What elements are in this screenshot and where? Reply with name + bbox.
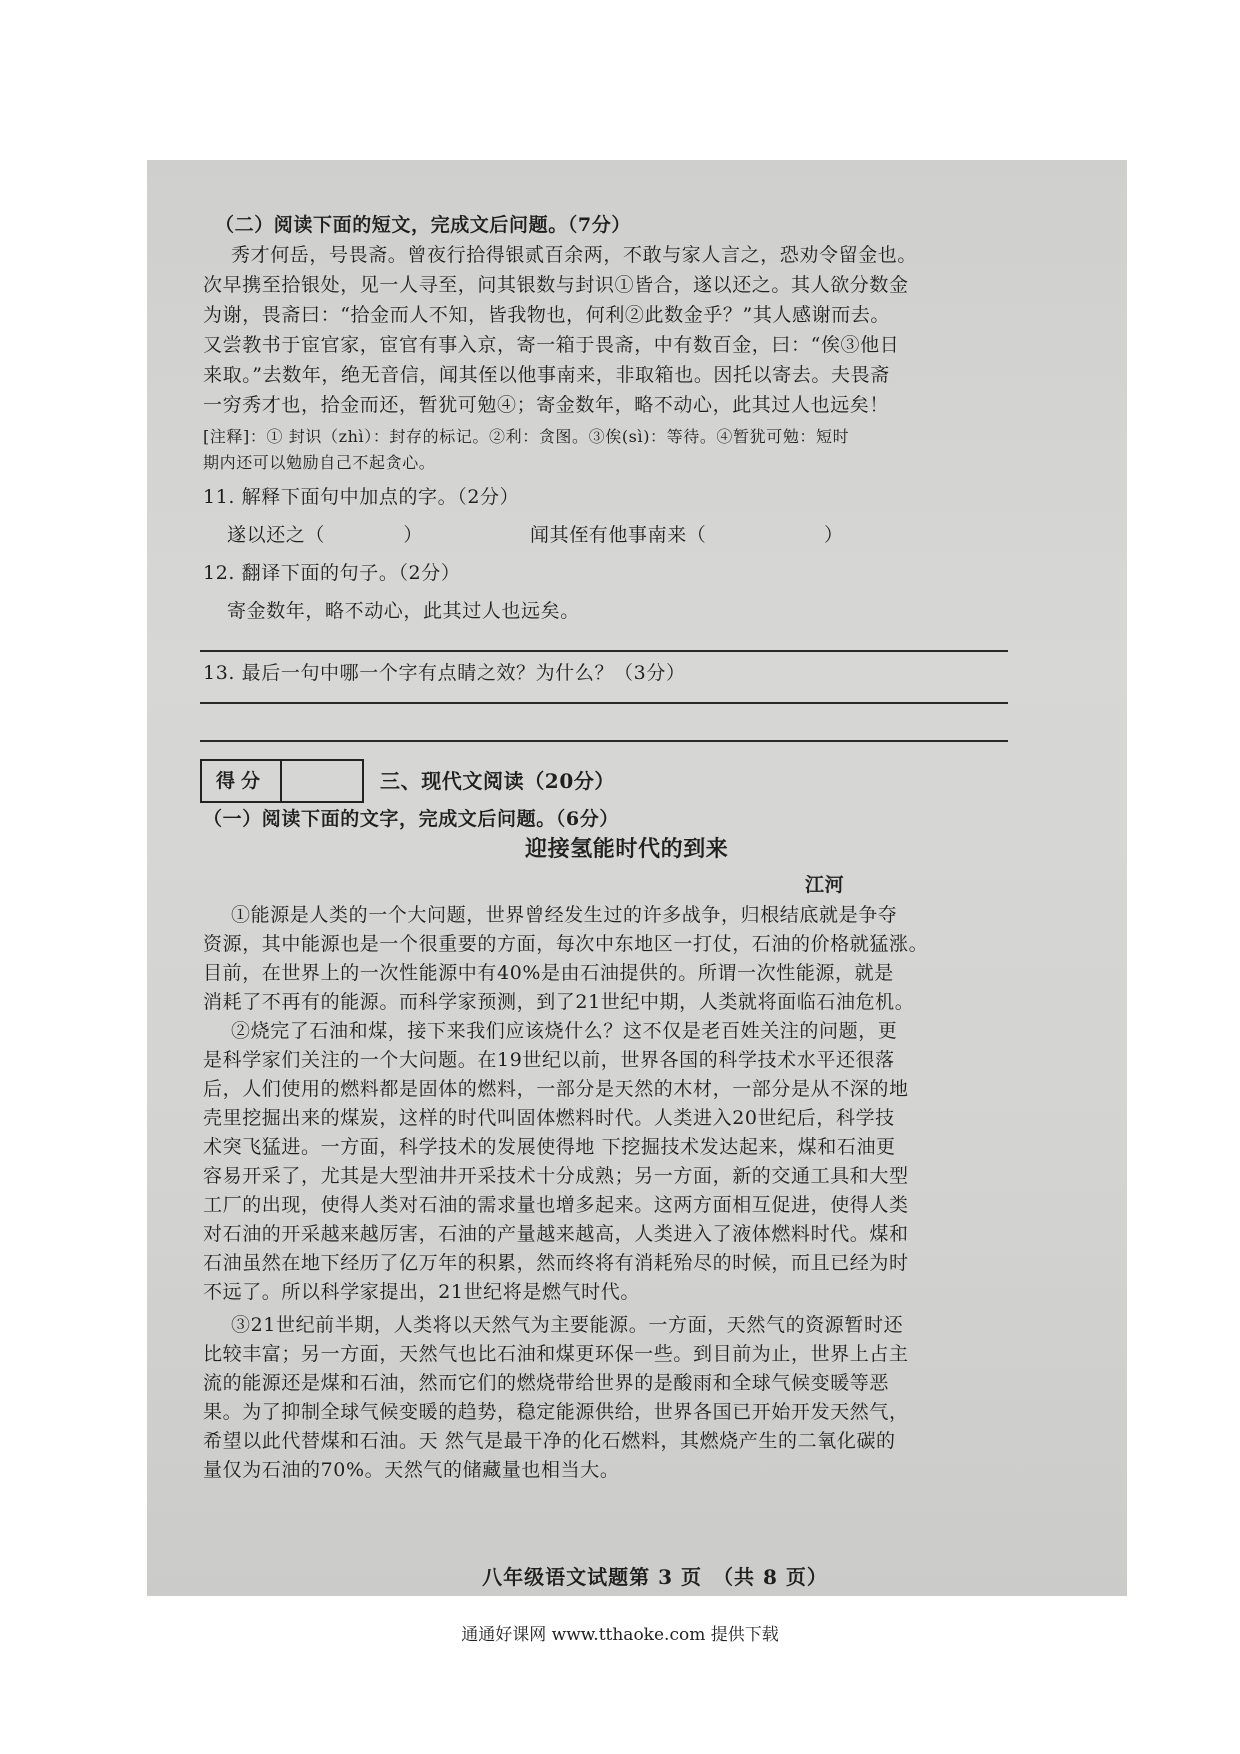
scanned-exam-photo bbox=[147, 160, 1127, 1596]
question-12-sentence: 寄金数年，略不动心，此其过人也远矣。 bbox=[227, 600, 580, 622]
question-13-prompt: 13. 最后一句中哪一个字有点睛之效？为什么？（3分） bbox=[203, 662, 686, 684]
site-caption: 通通好课网 www.tthaoke.com 提供下载 bbox=[461, 1625, 779, 1645]
article-line: 是科学家们关注的一个大问题。在19世纪以前，世界各国的科学技术水平还很落 bbox=[203, 1049, 895, 1071]
score-value-cell bbox=[282, 761, 362, 801]
passage-line: 秀才何岳，号畏斋。曾夜行拾得银贰百余两，不敢与家人言之，恐劝令留金也。 bbox=[231, 244, 918, 266]
question-11-item-b: 闻其侄有他事南来（ ） bbox=[530, 524, 844, 546]
modern-sub-heading: （一）阅读下面的文字，完成文后问题。（6分） bbox=[203, 808, 619, 830]
article-line: 容易开采了，尤其是大型油井开采技术十分成熟；另一方面，新的交通工具和大型 bbox=[203, 1165, 909, 1187]
article-line: 比较丰富；另一方面，天然气也比石油和煤更环保一些。到目前为止，世界上占主 bbox=[203, 1343, 909, 1365]
notes-line: 期内还可以勉励自己不起贪心。 bbox=[203, 453, 436, 472]
article-line: 希望以此代替煤和石油。天 然气是最干净的化石燃料，其燃烧产生的二氧化碳的 bbox=[203, 1430, 896, 1452]
article-line: 果。为了抑制全球气候变暖的趋势，稳定能源供给，世界各国已开始开发天然气， bbox=[203, 1401, 909, 1423]
article-line: 壳里挖掘出来的煤炭，这样的时代叫固体燃料时代。人类进入20世纪后，科学技 bbox=[203, 1107, 895, 1129]
modern-section-heading: 三、现代文阅读（20分） bbox=[380, 769, 616, 793]
article-line: ②烧完了石油和煤，接下来我们应该烧什么？这不仅是老百姓关注的问题，更 bbox=[231, 1020, 898, 1042]
article-line: 流的能源还是煤和石油，然而它们的燃烧带给世界的是酸雨和全球气候变暖等恶 bbox=[203, 1372, 890, 1394]
notes-line: [注释]：① 封识（zhì）：封存的标记。②利：贪图。③俟(sì)：等待。④暂犹可勉：短时 bbox=[203, 427, 850, 446]
article-line: 资源，其中能源也是一个很重要的方面，每次中东地区一打仗，石油的价格就猛涨。 bbox=[203, 933, 929, 955]
article-line: 消耗了不再有的能源。而科学家预测，到了21世纪中期，人类就将面临石油危机。 bbox=[203, 991, 915, 1013]
question-11-prompt: 11. 解释下面句中加点的字。（2分） bbox=[203, 486, 520, 508]
passage-line: 来取。”去数年，绝无音信，闻其侄以他事南来，非取箱也。因托以寄去。夫畏斋 bbox=[203, 364, 890, 386]
article-line: ③21世纪前半期，人类将以天然气为主要能源。一方面，天然气的资源暂时还 bbox=[231, 1314, 904, 1336]
article-line: 工厂的出现，使得人类对石油的需求量也增多起来。这两方面相互促进，使得人类 bbox=[203, 1194, 909, 1216]
passage-line: 又尝教书于宦官家，宦官有事入京，寄一箱于畏斋，中有数百金，曰：“俟③他日 bbox=[203, 334, 900, 356]
score-box bbox=[200, 759, 364, 803]
exam-page bbox=[195, 212, 1013, 1589]
article-line: 不远了。所以科学家提出，21世纪将是燃气时代。 bbox=[203, 1281, 640, 1303]
classical-section-heading: （二）阅读下面的短文，完成文后问题。（7分） bbox=[215, 214, 631, 236]
passage-line: 为谢，畏斋曰：“拾金而人不知，皆我物也，何利②此数金乎？”其人感谢而去。 bbox=[203, 304, 891, 326]
article-title: 迎接氢能时代的到来 bbox=[525, 836, 729, 862]
article-line: 后，人们使用的燃料都是固体的燃料，一部分是天然的木材，一部分是从不深的地 bbox=[203, 1078, 909, 1100]
score-label: 得分 bbox=[202, 761, 282, 801]
answer-line bbox=[200, 650, 1008, 652]
page-number-footer: 八年级语文试题第 3 页 （共 8 页） bbox=[482, 1565, 828, 1589]
answer-line bbox=[200, 740, 1008, 742]
question-12-prompt: 12. 翻译下面的句子。（2分） bbox=[203, 562, 461, 584]
answer-line bbox=[200, 702, 1008, 704]
question-11-item-a: 遂以还之（ ） bbox=[227, 524, 424, 546]
article-line: ①能源是人类的一个大问题，世界曾经发生过的许多战争，归根结底就是争夺 bbox=[231, 904, 898, 926]
article-line: 对石油的开采越来越厉害，石油的产量越来越高，人类进入了液体燃料时代。煤和 bbox=[203, 1223, 909, 1245]
article-line: 量仅为石油的70%。天然气的储藏量也相当大。 bbox=[203, 1459, 620, 1481]
article-line: 目前，在世界上的一次性能源中有40%是由石油提供的。所谓一次性能源，就是 bbox=[203, 962, 894, 984]
article-author: 江河 bbox=[805, 874, 845, 896]
article-line: 术突飞猛进。一方面，科学技术的发展使得地 下挖掘技术发达起来，煤和石油更 bbox=[203, 1136, 896, 1158]
article-line: 石油虽然在地下经历了亿万年的积累，然而终将有消耗殆尽的时候，而且已经为时 bbox=[203, 1252, 909, 1274]
passage-line: 一穷秀才也，拾金而还，暂犹可勉④；寄金数年，略不动心，此其过人也远矣！ bbox=[203, 394, 890, 416]
passage-line: 次早携至拾银处，见一人寻至，问其银数与封识①皆合，遂以还之。其人欲分数金 bbox=[203, 274, 909, 296]
